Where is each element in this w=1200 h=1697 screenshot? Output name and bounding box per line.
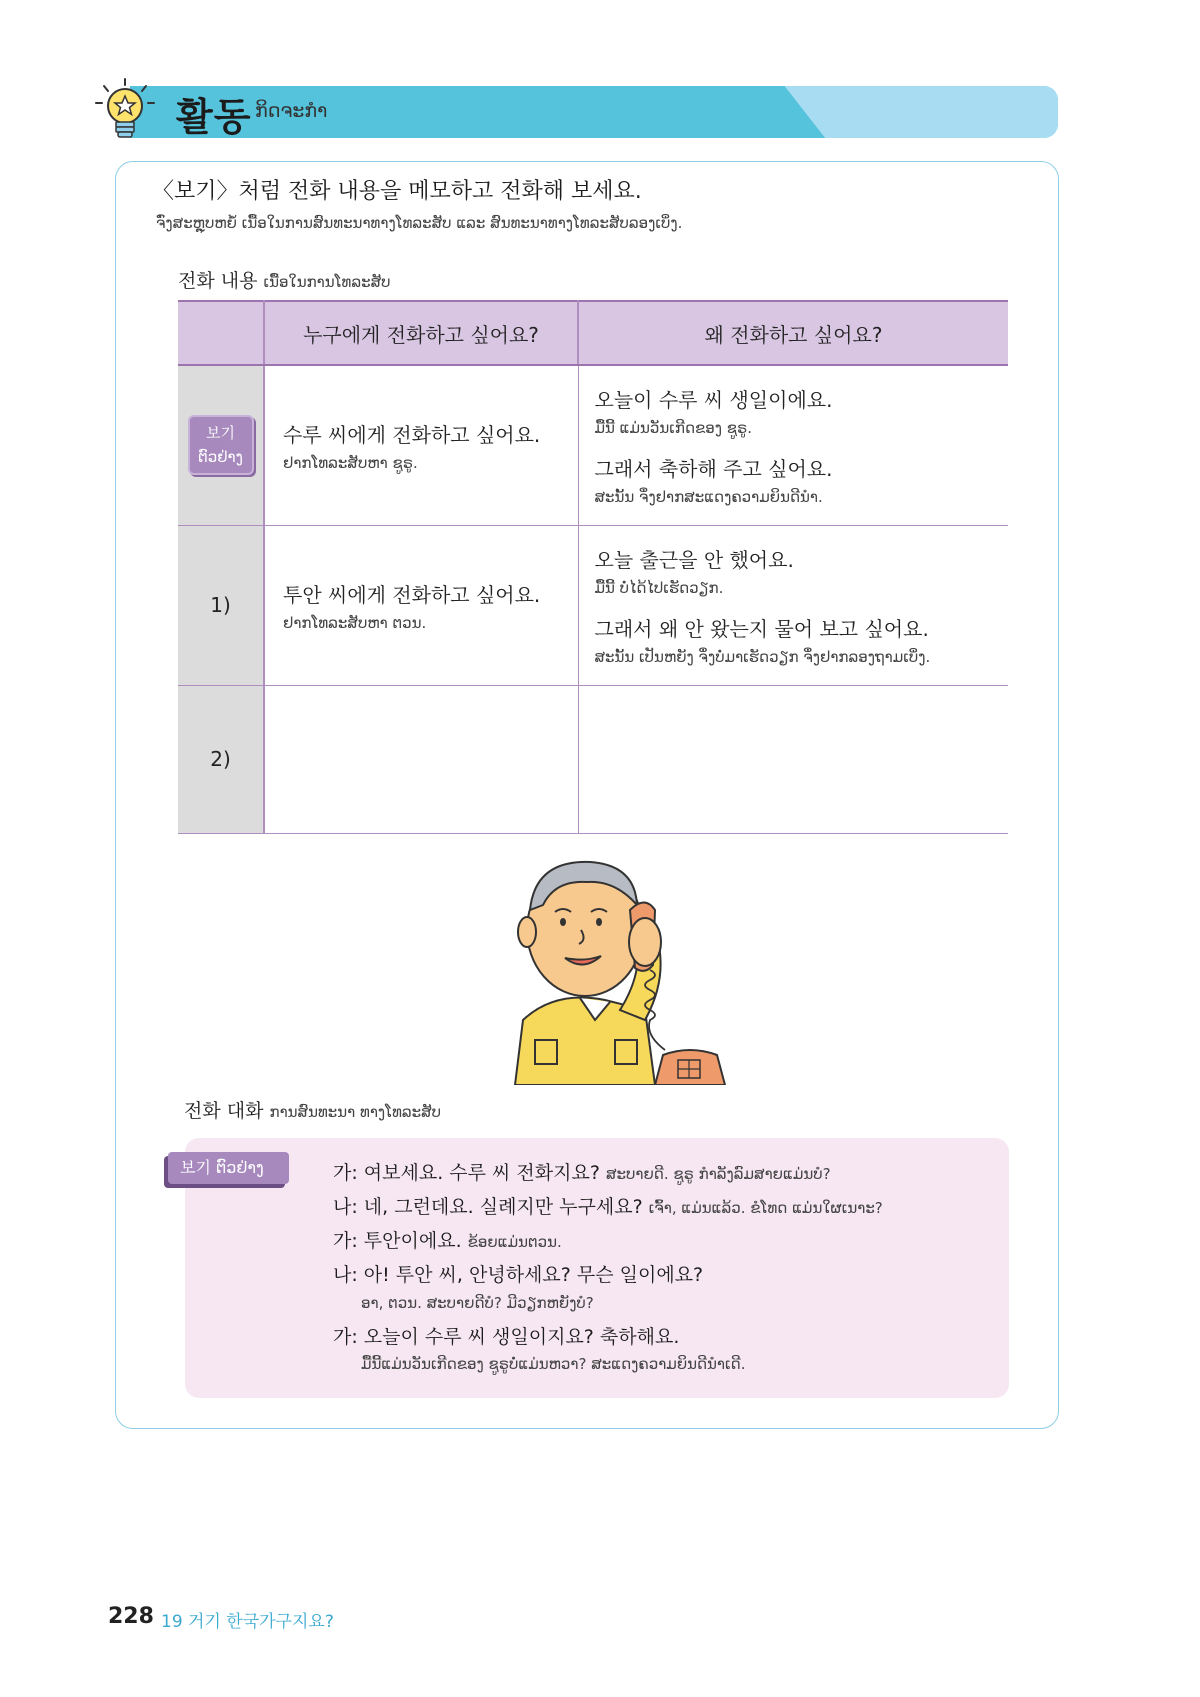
dialogue-lao-sub: ອາ, ຕວນ. ສະບາຍດີບໍ? ມີວຽກຫຍັງບໍ? (361, 1294, 594, 1312)
conversation-section-label (184, 1096, 441, 1123)
dialogue-line (333, 1192, 883, 1219)
man-on-phone-illustration (495, 850, 735, 1085)
header-cell-why: 왜 전화하고 싶어요? (578, 301, 1008, 365)
header-cell-empty (178, 301, 264, 365)
dialogue-korean: 가: 여보세요. 수루 씨 전화지요? (333, 1162, 600, 1184)
why2-korean: 그래서 축하해 주고 싶어요. (594, 457, 833, 482)
who-lao: ຢາກໂທລະສັບຫາ ຊູຣູ. (283, 453, 418, 472)
dialogue-line (333, 1322, 679, 1349)
memo-label-lao: ເນື້ອໃນການໂທລະສັບ (263, 273, 391, 291)
who-cell (264, 525, 578, 685)
conversation-label-korean: 전화 대화 (184, 1100, 264, 1122)
who-korean: 수루 씨에게 전화하고 싶어요. (283, 422, 541, 447)
dialogue-lao: ສະບາຍດີ. ຊູຣູ ກຳລັງລົມສາຍແມ່ນບໍ? (605, 1165, 831, 1183)
instruction-lao: ຈົ່ງສະຫຼຸບຫຍໍ້ ເນື້ອໃນການສົນທະນາທາງໂທລະສັບ ແລະ ສົນທະນາທາງໂທລະສັບລອງເບິ່ງ. (156, 214, 683, 232)
who-lao: ຢາກໂທລະສັບຫາ ຕວນ. (283, 613, 427, 632)
instruction-korean: 〈보기〉처럼 전화 내용을 메모하고 전화해 보세요. (152, 179, 642, 204)
page-number: 228 (108, 1604, 154, 1629)
row-number: 2) (178, 685, 264, 833)
dialogue-lao-sub: ມື້ນີ້ແມ່ນວັນເກີດຂອງ ຊູຣູບໍ່ແມ່ນຫວາ? ສະແດງຄວາມຍິນດີນຳເດີ. (361, 1355, 746, 1373)
why1-lao: ມື້ນີ້ ແມ່ນວັນເກີດຂອງ ຊູຣູ. (594, 419, 753, 438)
memo-label-korean: 전화 내용 (178, 270, 258, 292)
dialogue-line (333, 1158, 831, 1185)
section-title: 활동 (176, 95, 252, 139)
why1-korean: 오늘이 수루 씨 생일이에요. (594, 388, 833, 413)
header-cell-who: 누구에게 전화하고 싶어요? (264, 301, 578, 365)
table-row-example (178, 365, 1008, 525)
section-title-lao: ກິດຈະກຳ (255, 100, 328, 122)
conversation-example-badge: 보기 ຕົວຢ່າງ (168, 1152, 289, 1184)
why2-lao: ສະນັ້ນ ເປັນຫຍັງ ຈຶ່ງບໍ່ມາເຮັດວຽກ ຈຶ່ງຢາກລອງຖາມເບິ່ງ. (594, 648, 931, 666)
chapter-title: 19 거기 한국가구지요? (161, 1612, 334, 1632)
row-number: 1) (178, 525, 264, 685)
dialogue-lao: ເຈົ້າ, ແມ່ນແລ້ວ. ຂໍໂທດ ແມ່ນໃຜເນາະ? (648, 1199, 883, 1217)
why1-lao: ມື້ນີ້ ບໍ່ໄດ້ໄປເຮັດວຽກ. (594, 579, 724, 597)
memo-table (178, 300, 1008, 834)
why-cell-blank[interactable] (578, 685, 1008, 833)
dialogue-korean: 가: 투안이에요. (333, 1230, 462, 1252)
who-korean: 투안 씨에게 전화하고 싶어요. (283, 582, 541, 607)
conversation-label-lao: ການສົນທະນາ ທາງໂທລະສັບ (269, 1103, 442, 1121)
why1-korean: 오늘 출근을 안 했어요. (594, 548, 794, 572)
dialogue-korean: 나: 아! 투안 씨, 안녕하세요? 무슨 일이에요? (333, 1264, 704, 1286)
dialogue-lao: ຂ້ອຍແມ່ນຕວນ. (467, 1233, 562, 1251)
memo-section-label (178, 266, 391, 293)
example-badge-cell (178, 365, 264, 525)
dialogue-line (333, 1226, 562, 1253)
table-row-2 (178, 685, 1008, 833)
example-badge-lao: ຕົວຢ່າງ (198, 448, 243, 467)
dialogue-line (333, 1260, 703, 1287)
lightbulb-icon (92, 76, 158, 142)
why-cell (578, 525, 1008, 685)
example-badge-korean: 보기 (206, 424, 235, 443)
why2-lao: ສະນັ້ນ ຈຶ່ງຢາກສະແດງຄວາມຍິນດີນຳ. (594, 488, 823, 507)
who-cell-blank[interactable] (264, 685, 578, 833)
table-header-row (178, 301, 1008, 365)
why-cell (578, 365, 1008, 525)
example-badge (188, 415, 254, 475)
table-row-1 (178, 525, 1008, 685)
dialogue-korean: 가: 오늘이 수루 씨 생일이지요? 축하해요. (333, 1326, 680, 1348)
who-cell (264, 365, 578, 525)
dialogue-korean: 나: 네, 그런데요. 실례지만 누구세요? (333, 1196, 643, 1218)
why2-korean: 그래서 왜 안 왔는지 물어 보고 싶어요. (594, 617, 929, 641)
